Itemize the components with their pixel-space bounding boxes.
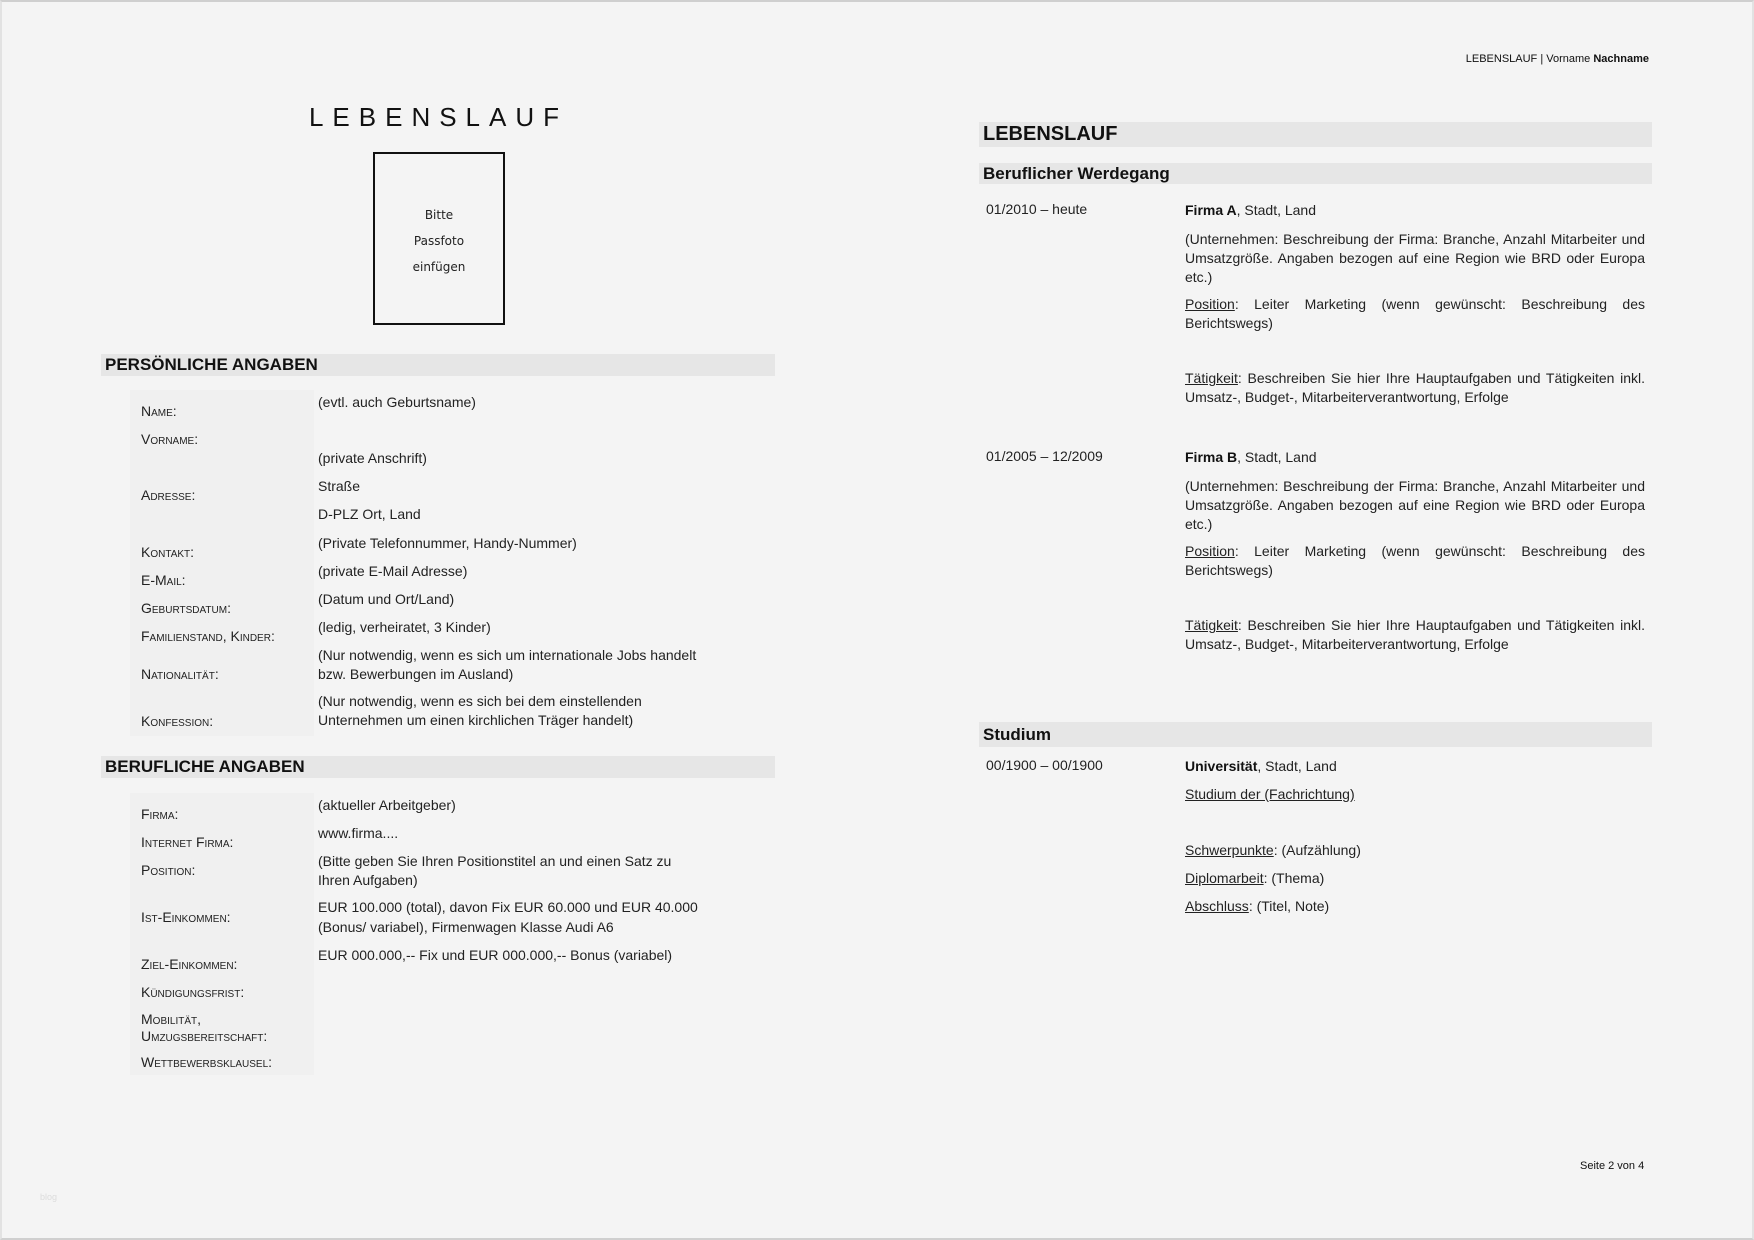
field-label: Mobilität, xyxy=(141,1011,202,1027)
field-value: bzw. Bewerbungen im Ausland) xyxy=(318,666,514,682)
field-value: D-PLZ Ort, Land xyxy=(318,506,421,522)
company-description: (Unternehmen: Beschreibung der Firma: Branche, Anzahl Mitarbeiter und Umsatzgröße. Angaben bezogen auf eine Region wie BRD oder Europa etc.) xyxy=(1185,231,1645,285)
field-label: Ziel-Einkommen: xyxy=(141,956,238,972)
field-label: Umzugsbereitschaft: xyxy=(141,1028,268,1044)
field-label: Kündigungsfrist: xyxy=(141,984,245,1000)
career-company-line xyxy=(1185,201,1645,220)
career-company-line xyxy=(1185,448,1645,467)
cv-heading: LEBENSLAUF xyxy=(979,122,1652,147)
field-label: Firma: xyxy=(141,806,179,822)
field-label: Name: xyxy=(141,403,177,419)
page-number: Seite 2 von 4 xyxy=(1580,1160,1645,1172)
field-value: (Nur notwendig, wenn es sich um internationale Jobs handelt xyxy=(318,647,697,663)
degree-text: : (Titel, Note) xyxy=(1248,898,1330,914)
field-of-study: Studium der (Fachrichtung) xyxy=(1185,786,1355,802)
field-label: Familienstand, Kinder: xyxy=(141,628,275,644)
activity-text: : Beschreiben Sie hier Ihre Hauptaufgaben und Tätigkeiten inkl. Umsatz-, Budget-, Mitarbeiterverantwortung, Erfolge xyxy=(1185,370,1645,405)
field-value: (ledig, verheiratet, 3 Kinder) xyxy=(318,619,491,635)
field-label: Ist-Einkommen: xyxy=(141,909,231,925)
career-entry xyxy=(1185,448,1645,654)
watermark: blog xyxy=(40,1192,58,1202)
activity-text: : Beschreiben Sie hier Ihre Hauptaufgaben und Tätigkeiten inkl. Umsatz-, Budget-, Mitarbeiterverantwortung, Erfolge xyxy=(1185,617,1645,652)
activity-line xyxy=(1185,369,1645,407)
running-header-separator: | xyxy=(1540,53,1544,65)
field-value: (private Anschrift) xyxy=(318,450,427,466)
degree-line xyxy=(1185,897,1645,916)
field-value: (Datum und Ort/Land) xyxy=(318,591,455,607)
position-line xyxy=(1185,295,1645,333)
field-value: EUR 100.000 (total), davon Fix EUR 60.000 und EUR 40.000 xyxy=(318,899,698,915)
photo-placeholder-line: Bitte xyxy=(424,208,454,222)
position-label: Position xyxy=(1185,296,1235,312)
company-location: , Stadt, Land xyxy=(1236,202,1317,218)
section-heading-professional: BERUFLICHE ANGABEN xyxy=(101,756,775,778)
section-heading-personal: PERSÖNLICHE ANGABEN xyxy=(101,354,775,376)
career-entry xyxy=(1185,201,1645,407)
field-value: (aktueller Arbeitgeber) xyxy=(318,797,456,813)
thesis-line xyxy=(1185,869,1645,888)
activity-line xyxy=(1185,616,1645,654)
section-heading-career: Beruflicher Werdegang xyxy=(979,163,1652,184)
field-label: Internet Firma: xyxy=(141,834,234,850)
field-value: (Private Telefonnummer, Handy-Nummer) xyxy=(318,535,577,551)
company-name: Firma A xyxy=(1185,202,1237,218)
field-label: Geburtsdatum: xyxy=(141,600,231,616)
career-period: 01/2005 – 12/2009 xyxy=(986,448,1103,464)
company-name: Firma B xyxy=(1185,449,1238,465)
field-value: Unternehmen um einen kirchlichen Träger handelt) xyxy=(318,712,634,728)
field-label: Nationalität: xyxy=(141,666,219,682)
focus-line xyxy=(1185,841,1645,860)
cover-title: LEBENSLAUF xyxy=(308,102,569,132)
running-header xyxy=(1466,53,1649,65)
field-value: Ihren Aufgaben) xyxy=(318,872,418,888)
career-period: 01/2010 – heute xyxy=(986,201,1088,217)
field-value: (evtl. auch Geburtsname) xyxy=(318,394,476,410)
degree-label: Abschluss xyxy=(1185,898,1249,914)
focus-label: Schwerpunkte xyxy=(1185,842,1274,858)
field-label: Wettbewerbsklausel: xyxy=(141,1054,273,1070)
field-value: (Bonus/ variabel), Firmenwagen Klasse Audi A6 xyxy=(318,919,614,935)
field-label: Konfession: xyxy=(141,713,214,729)
field-value: Straße xyxy=(318,478,361,494)
field-label: Adresse: xyxy=(141,487,196,503)
education-entry xyxy=(1185,757,1645,916)
institution-location: , Stadt, Land xyxy=(1257,758,1337,774)
field-label: Kontakt: xyxy=(141,544,195,560)
institution-name: Universität xyxy=(1185,758,1258,774)
thesis-text: : (Thema) xyxy=(1263,870,1325,886)
photo-placeholder-line: einfügen xyxy=(412,260,466,274)
field-value: EUR 000.000,-- Fix und EUR 000.000,-- Bonus (variabel) xyxy=(318,947,673,963)
field-value: (Bitte geben Sie Ihren Positionstitel an und einen Satz zu xyxy=(318,853,672,869)
activity-label: Tätigkeit xyxy=(1185,617,1238,633)
position-text: : Leiter Marketing (wenn gewünscht: Beschreibung des Berichtswegs) xyxy=(1185,296,1645,331)
field-value: www.firma.... xyxy=(318,825,399,841)
field-label: Position: xyxy=(141,862,196,878)
activity-label: Tätigkeit xyxy=(1185,370,1238,386)
institution-line xyxy=(1185,757,1645,776)
field-value: (Nur notwendig, wenn es sich bei dem einstellenden xyxy=(318,693,642,709)
section-heading-education: Studium xyxy=(979,722,1652,747)
position-text: : Leiter Marketing (wenn gewünscht: Beschreibung des Berichtswegs) xyxy=(1185,543,1645,578)
thesis-label: Diplomarbeit xyxy=(1185,870,1264,886)
field-label: Vorname: xyxy=(141,431,199,447)
photo-placeholder-line: Passfoto xyxy=(413,234,465,248)
running-header-title: LEBENSLAUF xyxy=(1465,53,1538,65)
running-header-first-name: Vorname xyxy=(1546,53,1591,65)
position-line xyxy=(1185,542,1645,580)
company-location: , Stadt, Land xyxy=(1237,449,1317,465)
passport-photo-placeholder xyxy=(373,152,505,325)
field-value: (private E-Mail Adresse) xyxy=(318,563,468,579)
field-label: E-Mail: xyxy=(141,572,186,588)
focus-text: : (Aufzählung) xyxy=(1273,842,1361,858)
running-header-last-name: Nachname xyxy=(1593,53,1649,65)
company-description: (Unternehmen: Beschreibung der Firma: Branche, Anzahl Mitarbeiter und Umsatzgröße. Angaben bezogen auf eine Region wie BRD oder Europa etc.) xyxy=(1185,478,1645,532)
education-period: 00/1900 – 00/1900 xyxy=(986,757,1103,773)
position-label: Position xyxy=(1185,543,1235,559)
